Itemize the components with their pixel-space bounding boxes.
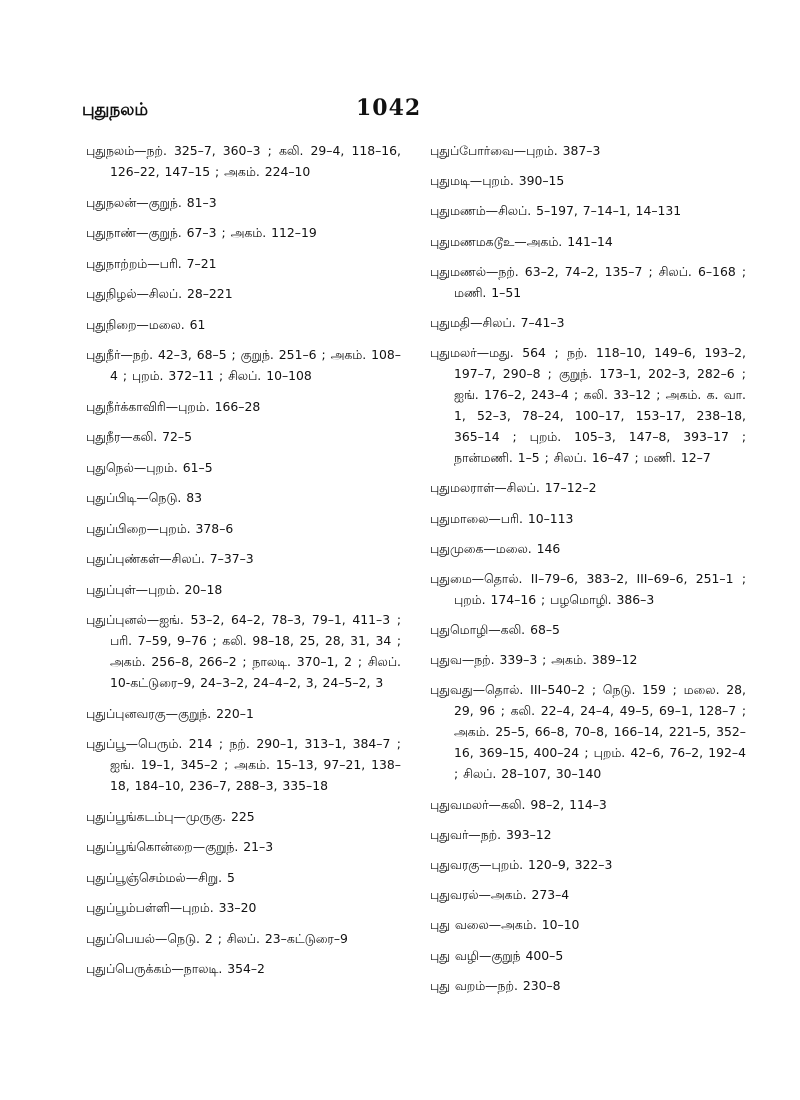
index-entry: புதுப்பூம்பள்ளி—புறம். 33–20 [86, 900, 257, 915]
index-entry: புதுமடி—புறம். 390–15 [430, 173, 565, 189]
index-entry: புதுப்பெயல்—நெடு. 2 ; சிலப். 23–கட்டுரை–9 [86, 930, 348, 946]
index-entry: புதுநெல்—புறம். 61–5 [86, 459, 213, 475]
index-entry: புதுநிறை—மலை. 61 [86, 316, 206, 332]
index-entry: புதுப்புண்கள்—சிலப். 7–37–3 [86, 551, 254, 566]
index-entry: புதுமலராள்—சிலப். 17–12–2 [430, 480, 597, 496]
index-entry: புது வலை—அகம். 10–10 [430, 917, 580, 933]
index-entry: புதுமொழி—கலி. 68–5 [430, 622, 560, 638]
index-entry: புதுவது—தொல். III–540–2 ; நெடு. 159 ; மலை. 28, 29, 96 ; கலி. 22–4, 24–4, 49–5, 69–1, 128–7 ; அகம். 25–5, 66–8, 70–8, 166–14, 221–5, 352–16, 369–15, 400–24 ; புறம். 42–6, 76–2, 192–4 ; சிலப். 28–107, 30–140 [430, 682, 746, 782]
index-entry: புதுப்போர்வை—புறம். 387–3 [430, 143, 601, 158]
index-entry: புதுவர்—நற். 393–12 [430, 826, 552, 842]
index-entry: புதுமணமகடூஉ—அகம். 141–14 [430, 233, 613, 249]
page-number: 1042 [356, 95, 422, 121]
index-entry: புதுவரல்—அகம். 273–4 [430, 887, 570, 903]
index-entry: புதுவரகு—புறம். 120–9, 322–3 [430, 857, 613, 872]
index-entry: புதுநாற்றம்—பரி. 7–21 [86, 255, 217, 271]
index-entry: புதுமதி—சிலப். 7–41–3 [430, 314, 565, 330]
index-entry: புதுமை—தொல். II–79–6, 383–2, III–69–6, 251–1 ; புறம். 174–16 ; பழமொழி. 386–3 [430, 570, 746, 607]
index-entry: புதுமுகை—மலை. 146 [430, 540, 561, 556]
index-entry: புதுநாண்—குறுந். 67–3 ; அகம். 112–19 [86, 225, 317, 240]
index-entry: புதுநலன்—குறுந். 81–3 [86, 194, 217, 210]
index-entry: புதுவமலர்—கலி. 98–2, 114–3 [430, 796, 607, 812]
index-entry: புதுப்பிடி—நெடு. 83 [86, 490, 203, 505]
index-entry: புதுமலர்—மது. 564 ; நற். 118–10, 149–6, 193–2, 197–7, 290–8 ; குறுந். 173–1, 202–3, 282–6 ; ஐங். 176–2, 243–4 ; கலி. 33–12 ; அகம். க. வா. 1, 52–3, 78–24, 100–17, 153–17, 238–18, 365–14 ; புறம். 105–3, 147–8, 393–17 ; நான்மணி. 1–5 ; சிலப். 16–47 ; மணி. 12–7 [430, 345, 746, 466]
index-entry: புதுநீர—கலி. 72–5 [86, 429, 192, 444]
index-entry: புதுப்பூ—பெரும். 214 ; நற். 290–1, 313–1, 384–7 ; ஐங். 19–1, 345–2 ; அகம். 15–13, 97–21, 138–18, 184–10, 236–7, 288–3, 335–18 [86, 736, 401, 793]
running-head: புதுநலம் [82, 100, 149, 120]
index-entry: புதுப்பிறை—புறம். 378–6 [86, 520, 234, 536]
index-entry: புதுமாலை—பரி. 10–113 [430, 510, 574, 526]
index-entry: புதுவ—நற். 339–3 ; அகம். 389–12 [430, 652, 638, 668]
index-entry: புதுநீர்—நற். 42–3, 68–5 ; குறுந். 251–6 ; அகம். 108–4 ; புறம். 372–11 ; சிலப். 10–108 [86, 347, 401, 383]
right-column [430, 140, 746, 1005]
index-entry: புதுப்பெருக்கம்—நாலடி. 354–2 [86, 961, 265, 976]
index-entry: புதுநிழல்—சிலப். 28–221 [86, 286, 233, 301]
index-entry: புதுப்பூங்கொன்றை—குறுந். 21–3 [86, 839, 274, 854]
index-entry: புது வழி—குறுந் 400–5 [430, 947, 564, 963]
index-entry: புதுப்புனல்—ஐங். 53–2, 64–2, 78–3, 79–1, 411–3 ; பரி. 7–59, 9–76 ; கலி. 98–18, 25, 28, 31, 34 ; அகம். 256–8, 266–2 ; நாலடி. 370–1, 2 ; சிலப். 10-கட்டுரை–9, 24–3–2, 24–4–2, 3, 24–5–2, 3 [86, 612, 401, 690]
index-entry: புதுநலம்—நற். 325–7, 360–3 ; கலி. 29–4, 118–16, 126–22, 147–15 ; அகம். 224–10 [86, 143, 401, 179]
index-entry: புது வறம்—நற். 230–8 [430, 977, 561, 993]
index-entry: புதுநீர்க்காவிரி—புறம். 166–28 [86, 398, 261, 414]
index-entry: புதுமணல்—நற். 63–2, 74–2, 135–7 ; சிலப். 6–168 ; மணி. 1–51 [430, 263, 746, 300]
index-entry: புதுப்பூஞ்செம்மல்—சிறு. 5 [86, 869, 235, 885]
index-entry: புதுமணம்—சிலப். 5–197, 7–14–1, 14–131 [430, 203, 682, 219]
index-entry: புதுப்புனவரகு—குறுந். 220–1 [86, 705, 254, 721]
index-entry: புதுப்பூங்கடம்பு—முருகு. 225 [86, 808, 255, 824]
index-entry: புதுப்புள்—புறம். 20–18 [86, 581, 223, 597]
left-column [86, 140, 401, 989]
